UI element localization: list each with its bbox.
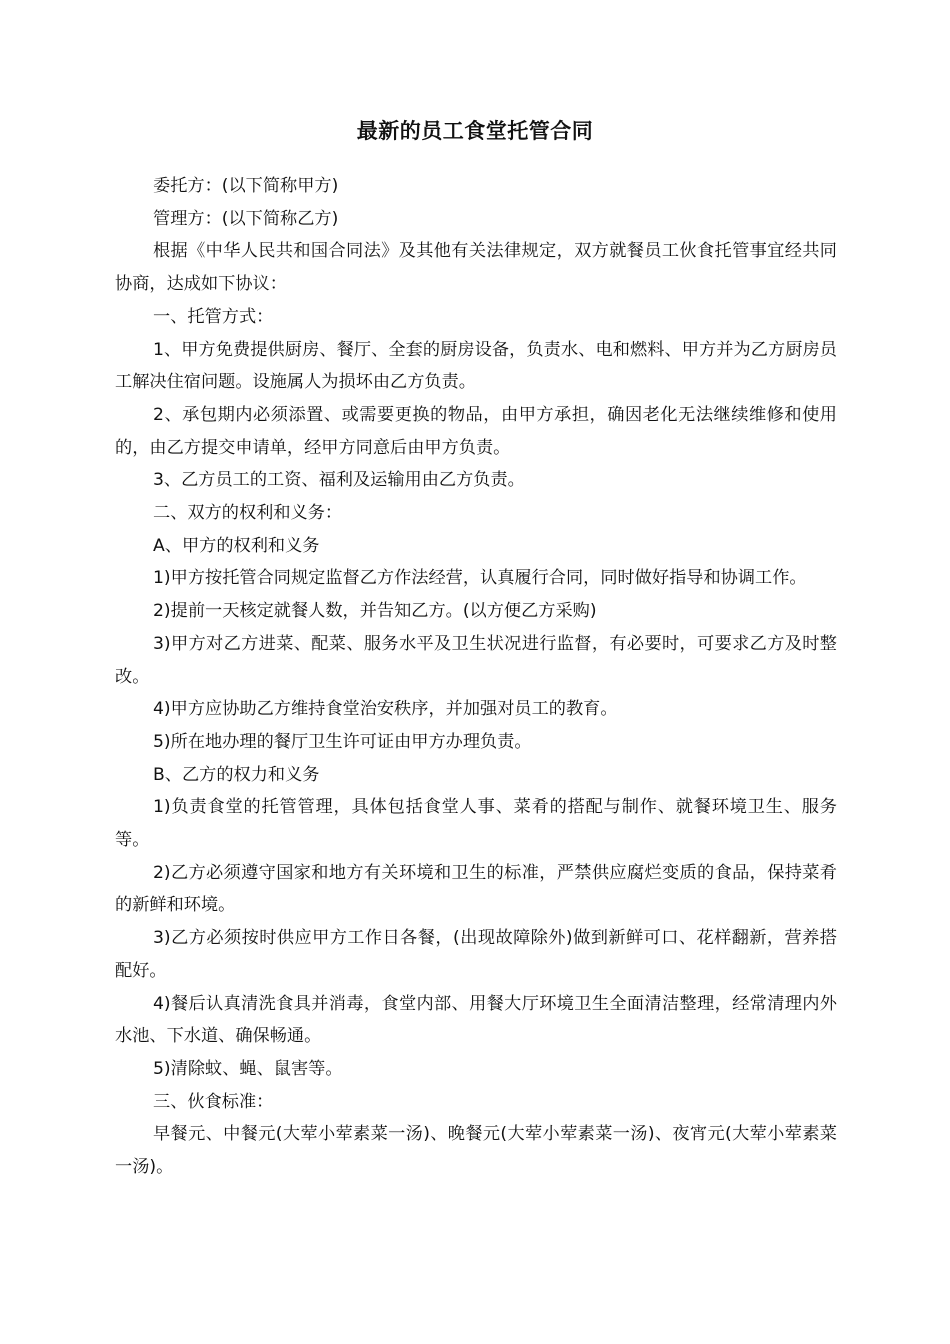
paragraph-a-4: 4)甲方应协助乙方维持食堂治安秩序，并加强对员工的教育。 [153,699,618,720]
section-heading-2: 二、双方的权利和义务： [153,503,343,524]
subsection-heading-b: B、乙方的权力和义务 [153,764,320,785]
document-body [115,170,837,1184]
paragraph-a-1: 1)甲方按托管合同规定监督乙方作法经营，认真履行合同，同时做好指导和协调工作。 [153,568,807,589]
paragraph-preamble: 根据《中华人民共和国合同法》及其他有关法律规定，双方就餐员工伙食托管事宜经共同协商，达成如下协议： [115,241,837,295]
paragraph-b-5: 5)清除蚊、蝇、鼠害等。 [153,1058,343,1079]
paragraph-b-4: 4)餐后认真清洗食具并消毒，食堂内部、用餐大厅环境卫生全面清洁整理，经常清理内外水池、下水道、确保畅通。 [115,993,837,1047]
paragraph-b-1: 1)负责食堂的托管管理，具体包括食堂人事、菜肴的搭配与制作、就餐环境卫生、服务等。 [115,797,837,851]
paragraph-1-1: 1、甲方免费提供厨房、餐厅、全套的厨房设备，负责水、电和燃料、甲方并为乙方厨房员工解决住宿问题。设施属人为损坏由乙方负责。 [115,339,837,393]
section-heading-1: 一、托管方式： [153,306,274,327]
paragraph-1-3: 3、乙方员工的工资、福利及运输用由乙方负责。 [153,470,525,491]
subsection-heading-a: A、甲方的权利和义务 [153,535,320,556]
paragraph-1-2: 2、承包期内必须添置、或需要更换的物品，由甲方承担，确因老化无法继续维修和使用的，由乙方提交申请单，经甲方同意后由甲方负责。 [115,404,837,458]
paragraph-b-3: 3)乙方必须按时供应甲方工作日各餐，(出现故障除外)做到新鲜可口、花样翻新，营养搭配好。 [115,928,837,981]
paragraph-3-1: 早餐元、中餐元(大荤小荤素菜一汤)、晚餐元(大荤小荤素菜一汤)、夜宵元(大荤小荤素菜一汤)。 [115,1124,837,1178]
paragraph-b-2: 2)乙方必须遵守国家和地方有关环境和卫生的标准，严禁供应腐烂变质的食品，保持菜肴的新鲜和环境。 [115,862,837,916]
paragraph-a-5: 5)所在地办理的餐厅卫生许可证由甲方办理负责。 [153,731,532,752]
document-title: 最新的员工食堂托管合同 [356,119,594,143]
paragraph-client: 委托方：(以下简称甲方) [153,176,339,196]
paragraph-a-2: 2)提前一天核定就餐人数，并告知乙方。(以方便乙方采购) [153,601,597,622]
section-heading-3: 三、伙食标准： [153,1091,274,1112]
paragraph-a-3: 3)甲方对乙方进菜、配菜、服务水平及卫生状况进行监督，有必要时，可要求乙方及时整改。 [115,633,837,687]
paragraph-manager: 管理方：(以下简称乙方) [153,208,339,229]
